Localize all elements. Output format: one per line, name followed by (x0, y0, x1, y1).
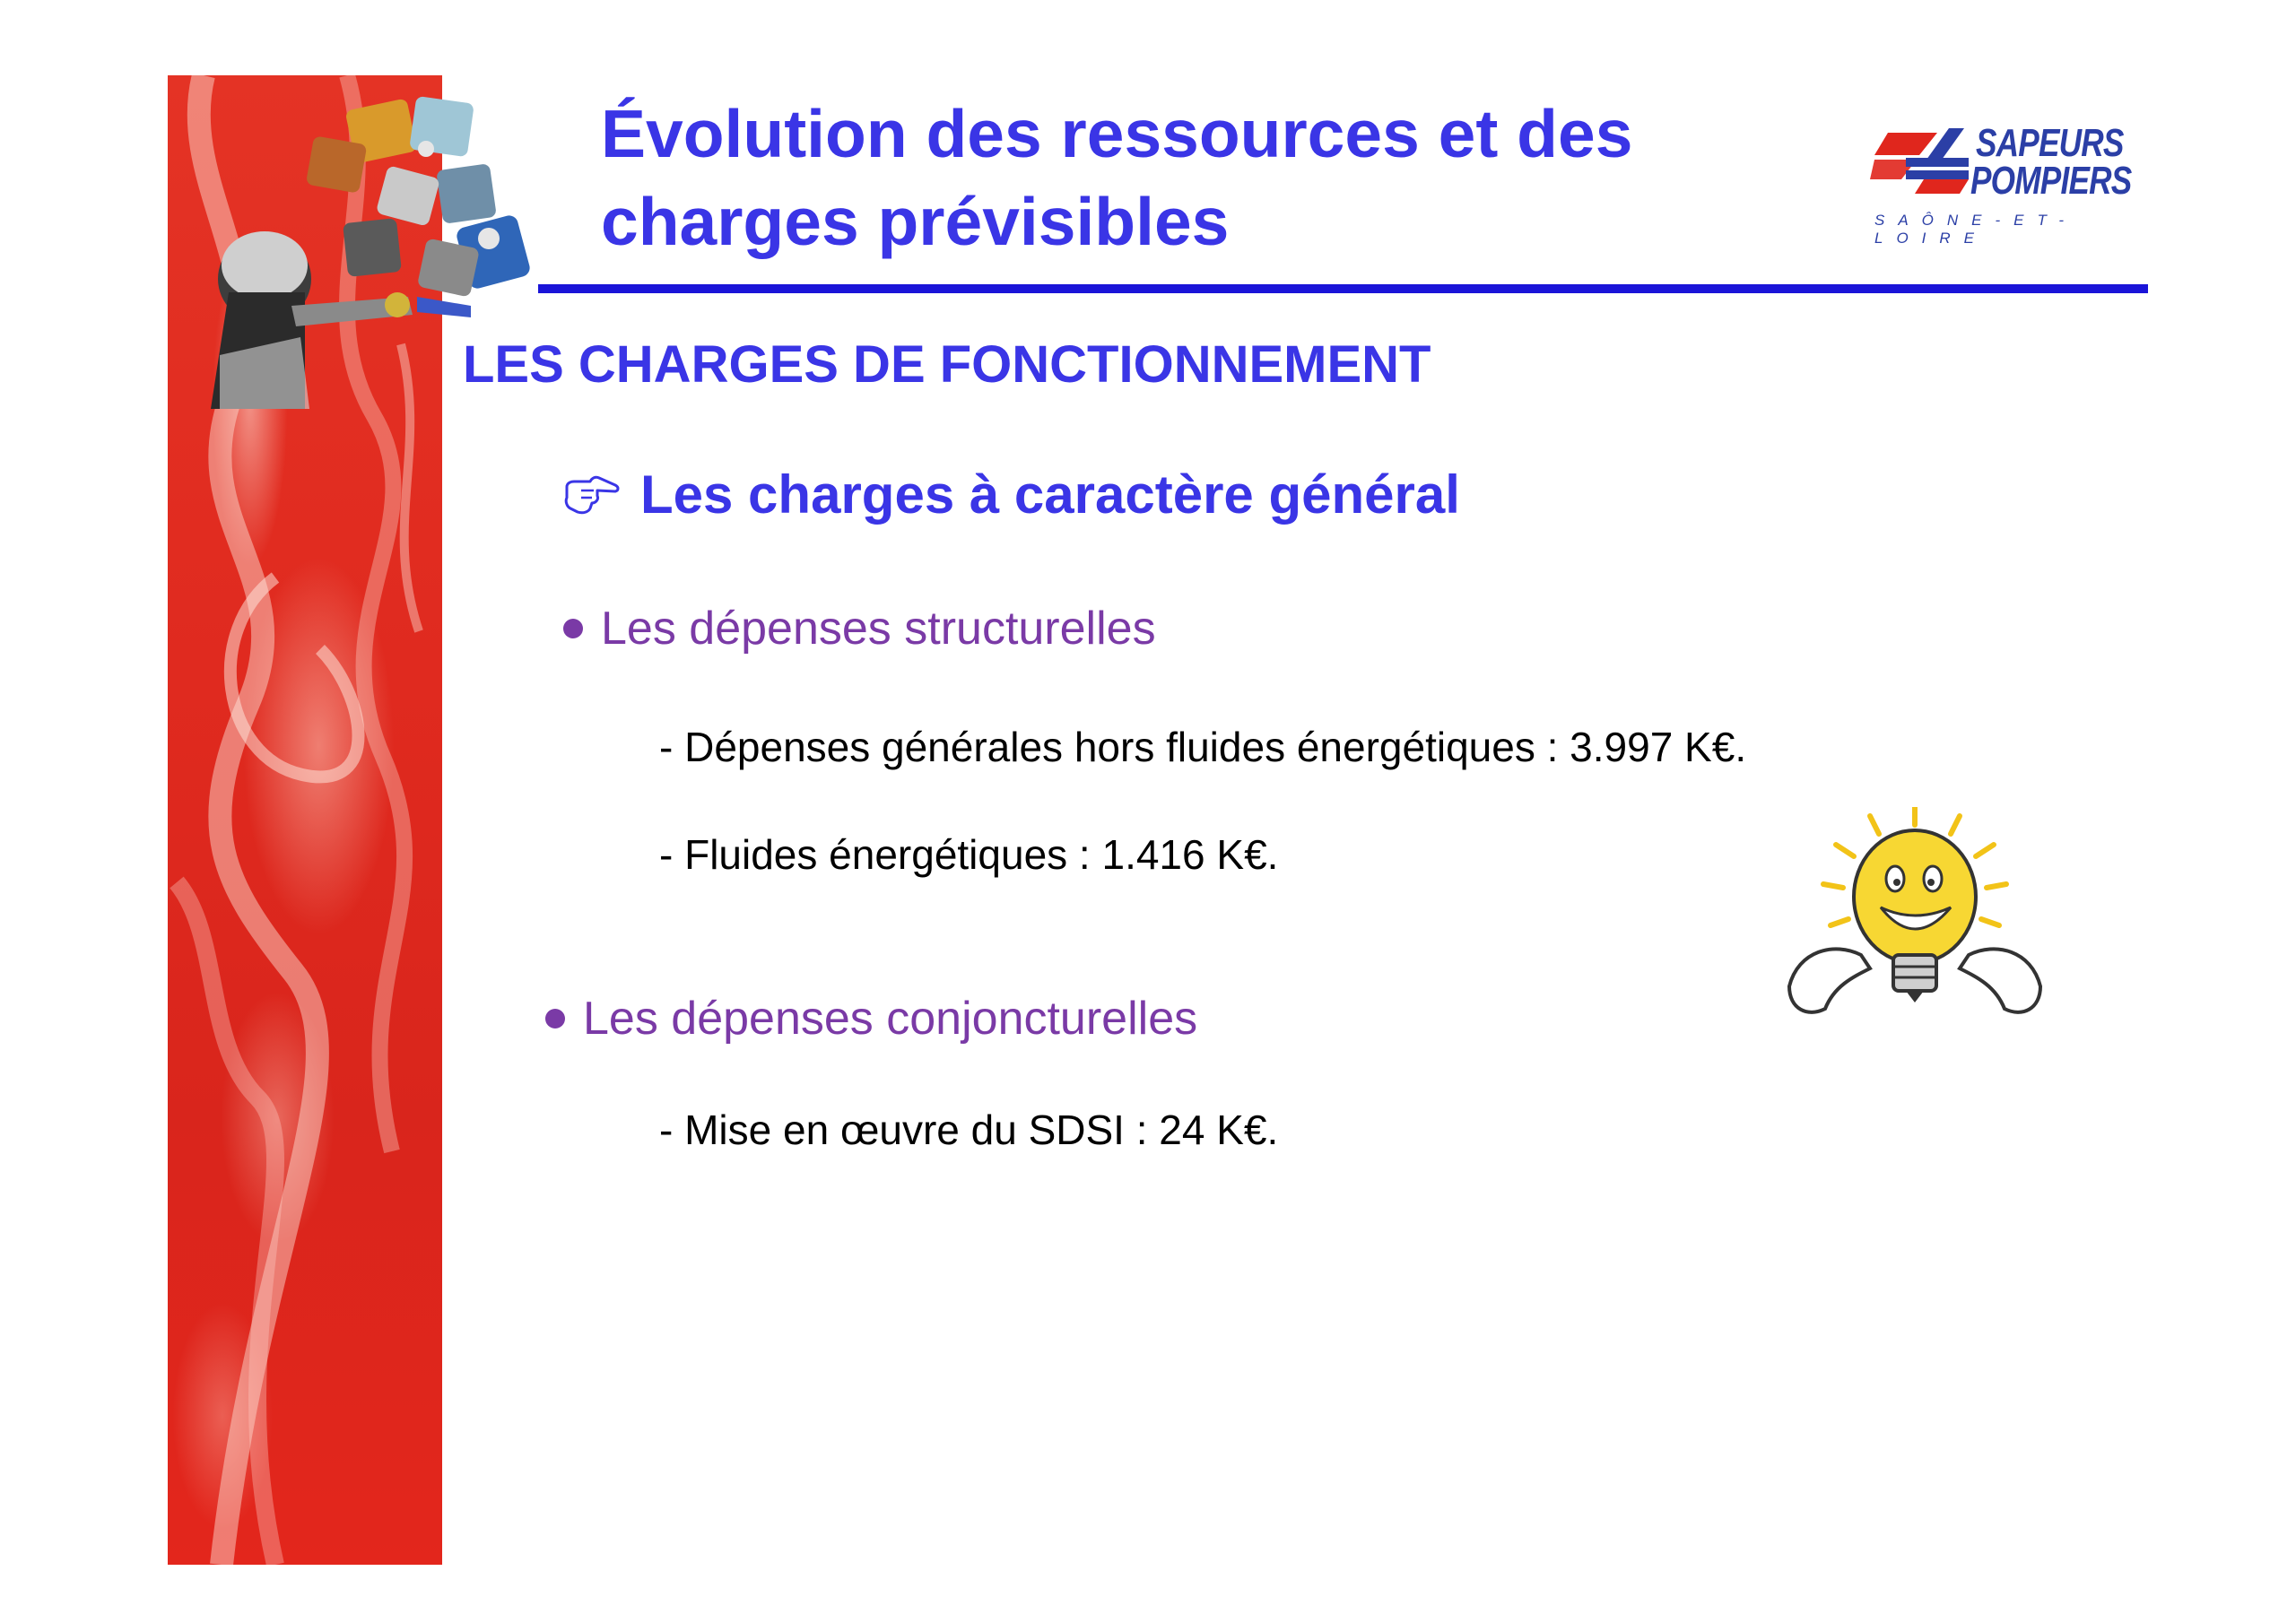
bullet-label: Les dépenses conjoncturelles (583, 993, 1198, 1045)
sub-heading-label: Les charges à caractère général (640, 464, 1460, 525)
slide-title (601, 90, 1767, 265)
title-divider (538, 284, 2148, 293)
bullet-dot-icon (563, 619, 583, 638)
section-heading: LES CHARGES DE FONCTIONNEMENT (463, 335, 1431, 394)
detail-line: - Fluides énergétiques : 1.416 K€. (659, 831, 1279, 878)
bullet-cyclical-expenses (545, 989, 1197, 1048)
sub-heading (563, 459, 1460, 531)
detail-line: - Mise en œuvre du SDSI : 24 K€. (659, 1107, 1279, 1153)
smiling-lightbulb-icon (1780, 807, 2049, 1040)
pointing-hand-icon (563, 473, 621, 517)
slide-title-line-2: charges prévisibles (601, 184, 1230, 259)
slide-title-line-1: Évolution des ressources et des (601, 96, 1633, 171)
detail-line: - Dépenses générales hors fluides énergétiques : 3.997 K€. (659, 724, 1747, 770)
bullet-dot-icon (545, 1009, 565, 1028)
logo-emblem-icon (1870, 124, 1969, 204)
bullet-structural-expenses (563, 599, 1156, 658)
logo-text-line-1: SAPEURS (1976, 121, 2124, 165)
logo-text-line-3: SAÔNE-ET-LOIRE (1874, 212, 2078, 247)
sapeurs-pompiers-logo (1870, 121, 2139, 247)
bullet-label: Les dépenses structurelles (601, 603, 1156, 655)
logo-text-line-2: POMPIERS (1970, 159, 2132, 203)
